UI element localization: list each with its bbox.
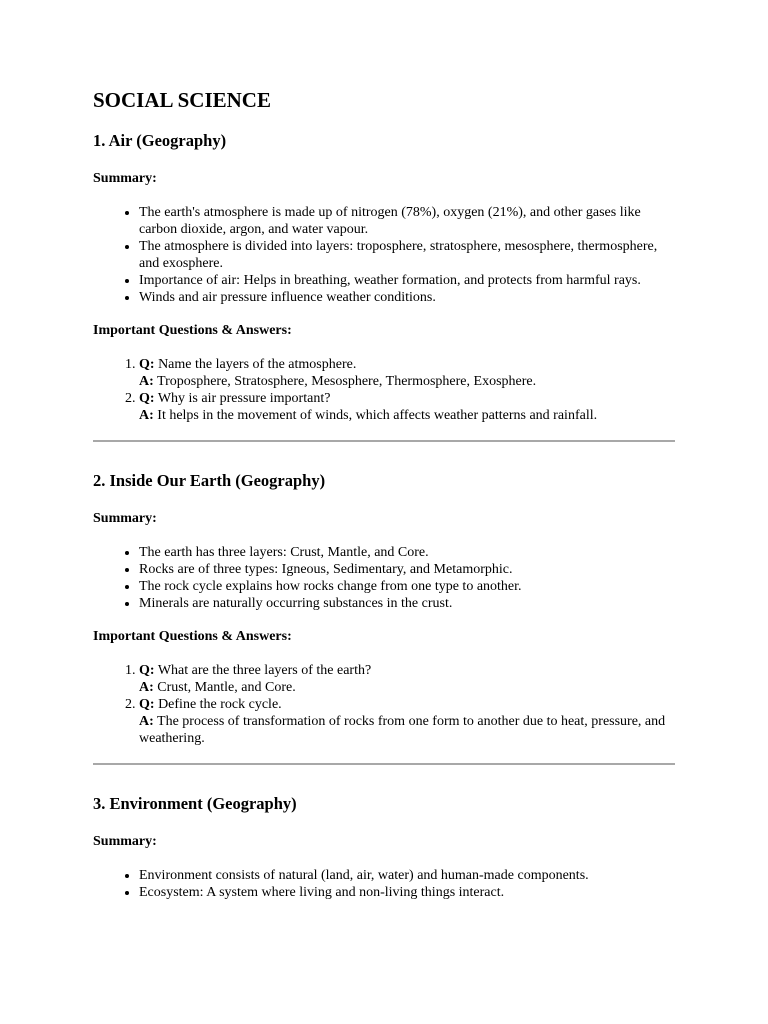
question-label: Q: <box>139 663 155 678</box>
list-item: • Environment consists of natural (land, air, water) and human-made components. <box>139 867 675 884</box>
question-text: Why is air pressure important? <box>157 391 331 406</box>
summary-list <box>93 867 675 901</box>
document-page <box>93 86 675 901</box>
list-item: • Rocks are of three types: Igneous, Sedimentary, and Metamorphic. <box>139 561 675 578</box>
summary-list <box>93 204 675 306</box>
qa-item <box>139 662 675 696</box>
question-label: Q: <box>139 697 155 712</box>
answer-text: Troposphere, Stratosphere, Mesosphere, Thermosphere, Exosphere. <box>157 374 537 389</box>
section-heading: 3. Environment (Geography) <box>93 794 297 813</box>
section-air <box>93 130 675 470</box>
section-inside-our-earth <box>93 470 675 793</box>
question-text: Define the rock cycle. <box>158 697 282 712</box>
summary-label: Summary: <box>93 834 157 849</box>
summary-label: Summary: <box>93 511 157 526</box>
document-title: SOCIAL SCIENCE <box>93 88 271 112</box>
summary-list <box>93 544 675 612</box>
summary-label: Summary: <box>93 171 157 186</box>
qa-list <box>93 662 675 747</box>
list-item: • The atmosphere is divided into layers: troposphere, stratosphere, mesosphere, thermosphere, and exosphere. <box>139 238 675 272</box>
question-text: Name the layers of the atmosphere. <box>158 357 357 372</box>
answer-label: A: <box>139 408 154 423</box>
list-item: • The earth's atmosphere is made up of nitrogen (78%), oxygen (21%), and other gases like carbon dioxide, argon, and water vapour. <box>139 204 675 238</box>
list-item: • Importance of air: Helps in breathing, weather formation, and protects from harmful rays. <box>139 272 675 289</box>
list-item: • Ecosystem: A system where living and non-living things interact. <box>139 884 675 901</box>
list-item: • Minerals are naturally occurring substances in the crust. <box>139 595 675 612</box>
list-item: • The earth has three layers: Crust, Mantle, and Core. <box>139 544 675 561</box>
list-item: • Winds and air pressure influence weather conditions. <box>139 289 675 306</box>
answer-label: A: <box>139 680 154 695</box>
section-environment <box>93 793 675 901</box>
qa-label: Important Questions & Answers: <box>93 323 292 338</box>
section-heading: 1. Air (Geography) <box>93 131 227 150</box>
qa-list <box>93 356 675 424</box>
qa-item <box>139 696 675 747</box>
answer-text: It helps in the movement of winds, which affects weather patterns and rainfall. <box>157 408 598 423</box>
answer-label: A: <box>139 714 154 729</box>
qa-item <box>139 390 675 424</box>
section-heading: 2. Inside Our Earth (Geography) <box>93 471 326 490</box>
list-item: • The rock cycle explains how rocks change from one type to another. <box>139 578 675 595</box>
qa-label: Important Questions & Answers: <box>93 629 292 644</box>
answer-text: The process of transformation of rocks from one form to another due to heat, pressure, and weathering. <box>139 714 666 746</box>
qa-item <box>139 356 675 390</box>
answer-text: Crust, Mantle, and Core. <box>157 680 296 695</box>
question-text: What are the three layers of the earth? <box>157 663 372 678</box>
question-label: Q: <box>139 391 155 406</box>
answer-label: A: <box>139 374 154 389</box>
question-label: Q: <box>139 357 155 372</box>
